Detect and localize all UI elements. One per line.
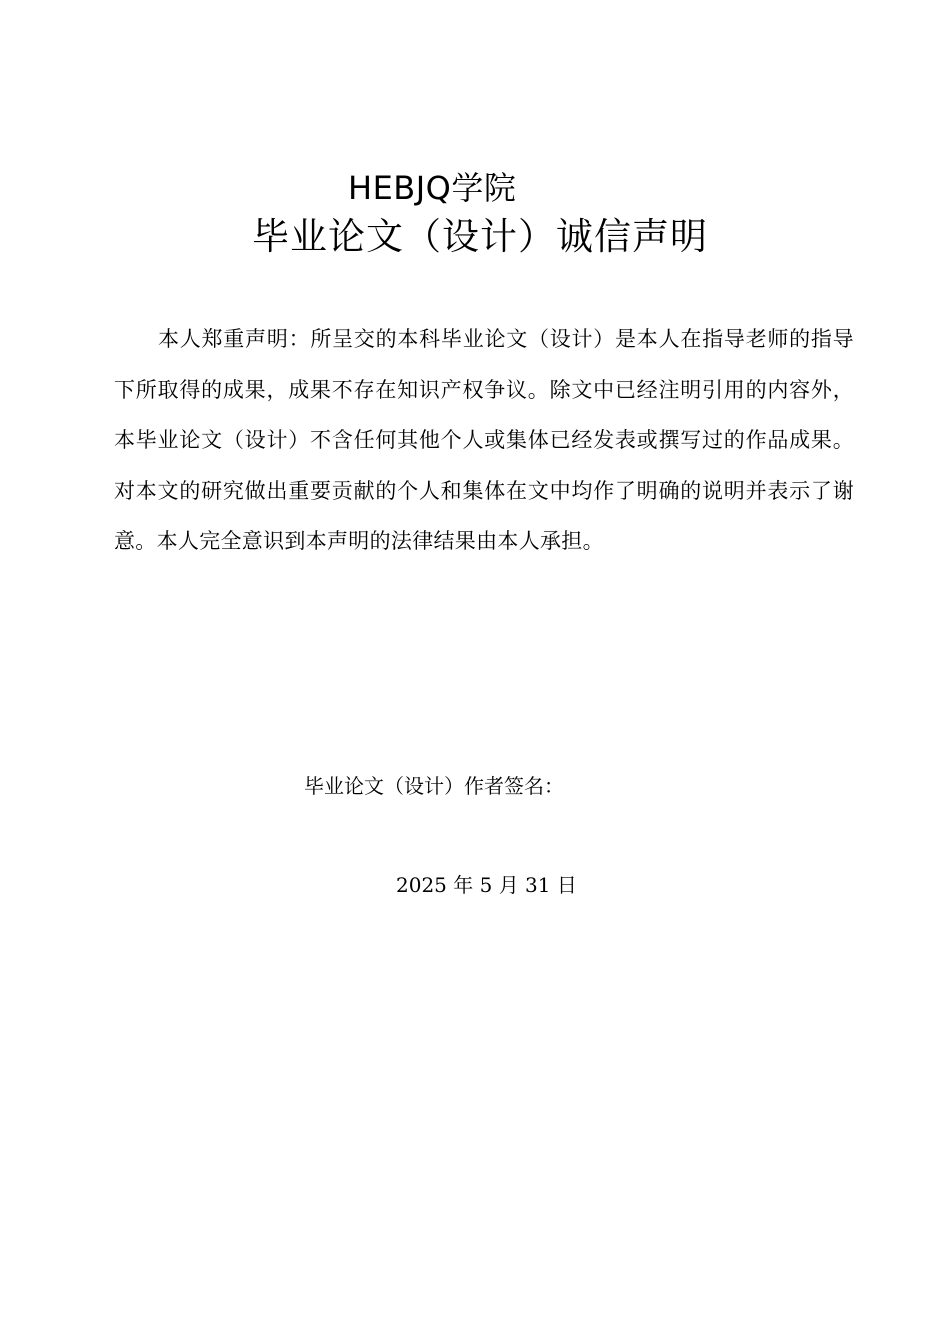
school-name: HEBJQ学院 — [348, 169, 517, 207]
signature-label: 毕业论文（设计）作者签名： — [304, 774, 564, 798]
document-title: 毕业论文（设计）诚信声明 — [252, 215, 708, 258]
declaration-body: 本人郑重声明：所呈交的本科毕业论文（设计）是本人在指导老师的指导下所取得的成果，成果不存在知识产权争议。除文中已经注明引用的内容外，本毕业论文（设计）不含任何其他个人或集体已经发表或撰写过的作品成果。对本文的研究做出重要贡献的个人和集体在文中均作了明确的说明并表示了谢意。本人完全意识到本声明的法律结果由本人承担。 — [114, 327, 854, 553]
signature-date: 2025 年 5 月 31 日 — [396, 873, 577, 897]
